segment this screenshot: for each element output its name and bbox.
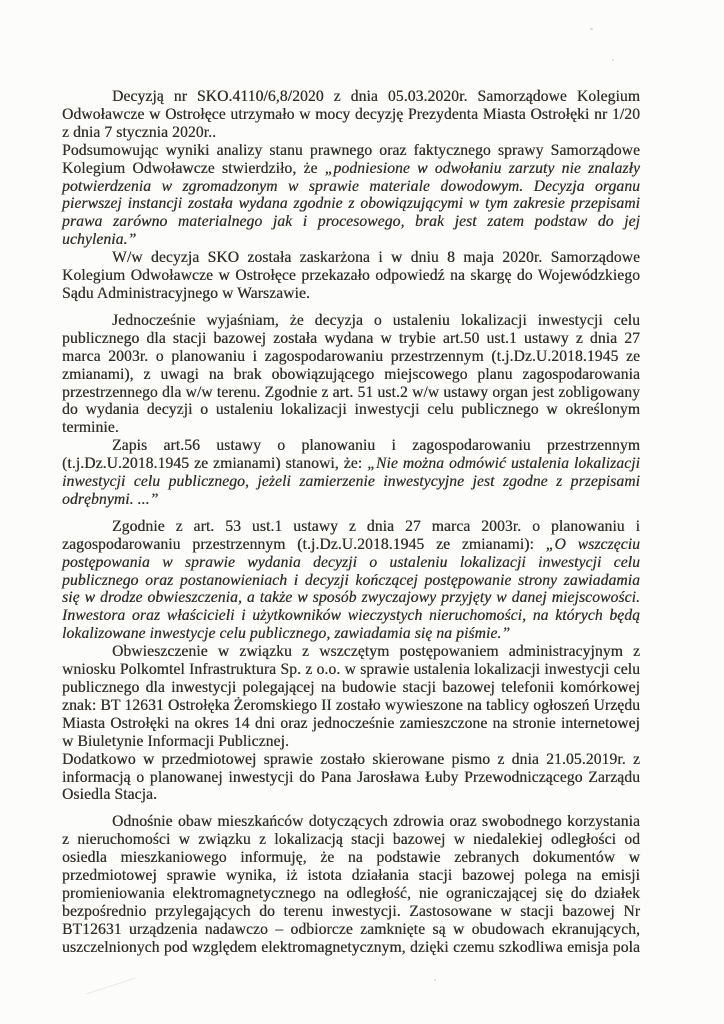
quoted-italic-text: „O wszczęciu postępowania w sprawie wydania decyzji o ustaleniu lokalizacji inwestycji celu publicznego oraz postanowieniach i decyzji kończącej postępowanie strony zawiadamia się w drodze obwieszczenia, a także w sposób zwyczajowy przyjęty w danej miejscowości. Inwestora oraz właścicieli i użytkowników wieczystych nieruchomości, na których będą lokalizowane inwestycje celu publicznego, zawiadamia się na piśmie.” (62, 535, 640, 643)
body-text: Zgodnie z art. 53 ust.1 ustawy z dnia 27 marca 2003r. o planowaniu i zagospodarowaniu przestrzennym (t.j.Dz.U.2018.1945 ze zmianami): (62, 517, 640, 553)
paragraph (62, 249, 640, 303)
body-text: Zapis art.56 ustawy o planowaniu i zagospodarowaniu przestrzennym (t.j.Dz.U.2018.1945 ze zmianami) stanowi, że: (62, 437, 640, 473)
body-text: Dodatkowo w przedmiotowej sprawie zostało skierowane pismo z dnia 21.05.2019r. z informacją o planowanej inwestycji do Pana Jarosława Łuby Przewodniczącego Zarządu Osiedla Stacja. (62, 750, 640, 804)
paragraph (62, 643, 640, 750)
paragraph (62, 88, 640, 142)
paragraph (62, 312, 640, 437)
paragraph (62, 142, 640, 249)
document-text (62, 88, 640, 957)
body-text: Obwieszczenie w związku z wszczętym postępowaniem administracyjnym z wniosku Polkomtel Infrastruktura Sp. z o.o. w sprawie ustalenia lokalizacji inwestycji celu publicznego dla inwestycji polegającej na budowie stacji bazowej telefonii komórkowej znak: BT 12631 Ostrołęka Żeromskiego II zostało wywieszone na tablicy ogłoszeń Urzędu Miasta Ostrołęki na okres 14 dni oraz jednocześnie zamieszczone na stronie internetowej w Biuletynie Informacji Publicznej. (62, 643, 640, 750)
quoted-italic-text: „Nie można odmówić ustalenia lokalizacji inwestycji celu publicznego, jeżeli zamierzenie inwestycyjne jest zgodne z przepisami odrębnymi. ...” (62, 455, 640, 508)
body-text: Podsumowując wyniki analizy stanu prawnego oraz faktycznego sprawy Samorządowe Kolegium Odwoławcze stwierdziło, że (62, 141, 640, 177)
paragraph (62, 518, 640, 643)
scan-speck (434, 979, 436, 981)
scan-speck (612, 59, 614, 61)
body-text: Odnośnie obaw mieszkańców dotyczących zdrowia oraz swobodnego korzystania z nieruchomości w związku z lokalizacją stacji bazowej w niedalekiej odległości od osiedla mieszkaniowego informuję, że na podstawie zebranych dokumentów w przedmiotowej sprawie wynika, iż istota działania stacji bazowej polega na emisji promieniowania elektromagnetycznego na odległość, nie ograniczającej się do działek bezpośrednio przylegających do terenu inwestycji. Zastosowane w stacji bazowej Nr BT12631 urządzenia nadawczo – odbiorcze zamknięte są w obudowach ekranujących, uszczelnionych pod względem elektromagnetycznym, dzięki czemu szkodliwa emisja pola (62, 813, 640, 956)
body-text: Jednocześnie wyjaśniam, że decyzja o ustaleniu lokalizacji inwestycji celu publicznego dla stacji bazowej została wydana w trybie art.50 ust.1 ustawy z dnia 27 marca 2003r. o planowaniu i zagospodarowaniu przestrzennym (t.j.Dz.U.2018.1945 ze zmianami), z uwagi na brak obowiązującego miejscowego planu zagospodarowania przestrzennego dla w/w terenu. Zgodnie z art. 51 ust.2 w/w ustawy organ jest zobligowany do wydania decyzji o ustaleniu lokalizacji inwestycji celu publicznego w określonym terminie. (62, 311, 640, 437)
paragraph (62, 437, 640, 509)
body-text: Decyzją nr SKO.4110/6,8/2020 z dnia 05.03.2020r. Samorządowe Kolegium Odwoławcze w Ostrołęce utrzymało w mocy decyzję Prezydenta Miasta Ostrołęki nr 1/20 z dnia 7 stycznia 2020r.. (62, 88, 640, 141)
fold-mark (86, 978, 143, 1016)
paragraph (62, 813, 640, 956)
paragraph (62, 751, 640, 805)
body-text: W/w decyzja SKO została zaskarżona i w dniu 8 maja 2020r. Samorządowe Kolegium Odwoławcze w Ostrołęce przekazało odpowiedź na skargę do Wojewódzkiego Sądu Administracyjnego w Warszawie. (62, 249, 640, 302)
quoted-italic-text: „podniesione w odwołaniu zarzuty nie znalazły potwierdzenia w zgromadzonym w sprawie materiale dowodowym. Decyzja organu pierwszej instancji została wydana zgodnie z obowiązującymi w tym zakresie przepisami prawa zarówno materialnego jak i procesowego, brak jest zatem podstaw do jej uchylenia.” (62, 159, 640, 249)
scan-speck (590, 28, 593, 30)
